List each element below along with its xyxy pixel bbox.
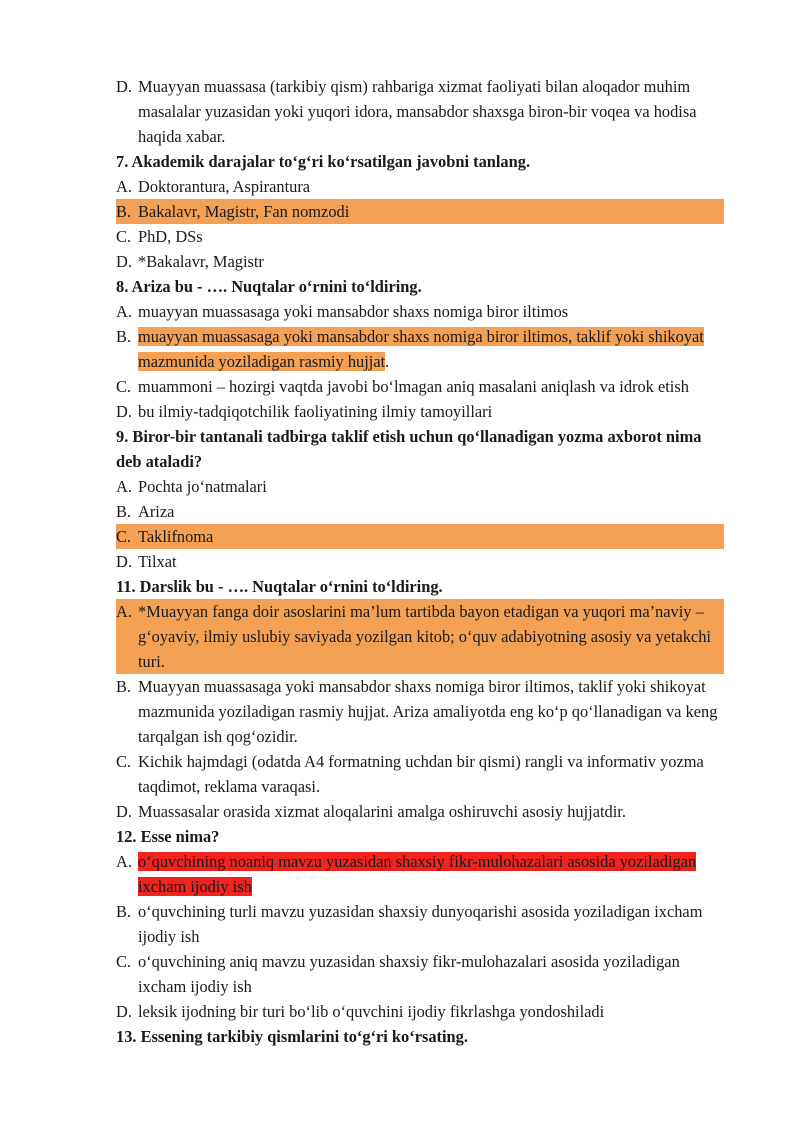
answer-option bbox=[116, 374, 724, 399]
option-text: Tilxat bbox=[138, 552, 177, 571]
option-text: muayyan muassasaga yoki mansabdor shaxs nomiga biror iltimos bbox=[138, 302, 569, 321]
answer-option bbox=[116, 199, 724, 224]
option-text: Ariza bbox=[138, 502, 175, 521]
option-text: o‘quvchining aniq mavzu yuzasidan shaxsiy fikr-mulohazalari asosida yoziladigan ixcham ijodiy ish bbox=[138, 952, 680, 996]
question-text: 11. Darslik bu - …. Nuqtalar o‘rnini to‘ldiring. bbox=[116, 577, 443, 596]
option-text: *Bakalavr, Magistr bbox=[138, 252, 264, 271]
option-text: PhD, DSs bbox=[138, 227, 203, 246]
option-letter: A. bbox=[116, 177, 132, 196]
option-text: Muayyan muassasaga yoki mansabdor shaxs nomiga biror iltimos, taklif yoki shikoyat mazmunida yoziladigan rasmiy hujjat. Ariza amaliyotda eng ko‘p qo‘llanadigan va keng tarqalgan ish qog‘ozidir. bbox=[138, 677, 718, 746]
answer-option bbox=[116, 999, 724, 1024]
option-letter: A. bbox=[116, 852, 132, 871]
question-text: 9. Biror-bir tantanali tadbirga taklif etish uchun qo‘llanadigan yozma axborot nima deb ataladi? bbox=[116, 427, 702, 471]
answer-option bbox=[116, 249, 724, 274]
answer-option bbox=[116, 224, 724, 249]
option-text: Muassasalar orasida xizmat aloqalarini amalga oshiruvchi asosiy hujjatdir. bbox=[138, 802, 626, 821]
question-text: 8. Ariza bu - …. Nuqtalar o‘rnini to‘ldiring. bbox=[116, 277, 422, 296]
option-letter: D. bbox=[116, 252, 132, 271]
option-text: *Muayyan fanga doir asoslarini ma’lum tartibda bayon etadigan va yuqori ma’naviy – g‘oyaviy, ilmiy uslubiy saviyada yozilgan kitob; o‘quv adabiyotning asosiy va yetakchi turi. bbox=[138, 602, 711, 671]
question-text: 12. Esse nima? bbox=[116, 827, 220, 846]
answer-option bbox=[116, 899, 724, 949]
answer-option bbox=[116, 299, 724, 324]
answer-option bbox=[116, 949, 724, 999]
question-text: 13. Essening tarkibiy qismlarini to‘g‘ri ko‘rsating. bbox=[116, 1027, 468, 1046]
option-text: Taklifnoma bbox=[138, 527, 214, 546]
option-text: muammoni – hozirgi vaqtda javobi bo‘lmagan aniq masalani aniqlash va idrok etish bbox=[138, 377, 689, 396]
option-text: Muayyan muassasa (tarkibiy qism) rahbariga xizmat faoliyati bilan aloqador muhim masalalar yuzasidan yoki yuqori idora, mansabdor shaxsga biron-bir voqea va hodisa haqida xabar. bbox=[138, 77, 697, 146]
answer-option bbox=[116, 849, 724, 899]
question-text: 7. Akademik darajalar to‘g‘ri ko‘rsatilgan javobni tanlang. bbox=[116, 152, 531, 171]
quiz-content bbox=[116, 74, 724, 1049]
option-letter: B. bbox=[116, 202, 132, 221]
option-letter: C. bbox=[116, 377, 132, 396]
option-text: Bakalavr, Magistr, Fan nomzodi bbox=[138, 202, 350, 221]
option-letter: C. bbox=[116, 952, 132, 971]
option-letter: B. bbox=[116, 502, 132, 521]
answer-option bbox=[116, 174, 724, 199]
answer-option bbox=[116, 324, 724, 374]
option-text: muayyan muassasaga yoki mansabdor shaxs nomiga biror iltimos, taklif yoki shikoyat mazmunida yoziladigan rasmiy hujjat bbox=[138, 327, 704, 371]
option-text: o‘quvchining turli mavzu yuzasidan shaxsiy dunyoqarishi asosida yoziladigan ixcham ijodiy ish bbox=[138, 902, 703, 946]
option-letter: B. bbox=[116, 902, 132, 921]
answer-option bbox=[116, 499, 724, 524]
option-letter: C. bbox=[116, 752, 132, 771]
option-text: Doktorantura, Aspirantura bbox=[138, 177, 311, 196]
answer-option bbox=[116, 674, 724, 749]
option-letter: C. bbox=[116, 227, 132, 246]
answer-option bbox=[116, 474, 724, 499]
option-tail: . bbox=[385, 352, 390, 371]
answer-option bbox=[116, 799, 724, 824]
option-letter: A. bbox=[116, 302, 132, 321]
option-letter: D. bbox=[116, 402, 132, 421]
answer-option bbox=[116, 524, 724, 549]
option-letter: D. bbox=[116, 77, 132, 96]
option-text: o‘quvchining noaniq mavzu yuzasidan shaxsiy fikr-mulohazalari asosida yoziladigan ixcham ijodiy ish bbox=[138, 852, 697, 896]
option-text: leksik ijodning bir turi bo‘lib o‘quvchini ijodiy fikrlashga yondoshiladi bbox=[138, 1002, 605, 1021]
option-text: Kichik hajmdagi (odatda A4 formatning uchdan bir qismi) rangli va informativ yozma taqdimot, reklama varaqasi. bbox=[138, 752, 704, 796]
option-letter: A. bbox=[116, 477, 132, 496]
answer-option bbox=[116, 399, 724, 424]
answer-option bbox=[116, 549, 724, 574]
option-letter: B. bbox=[116, 677, 132, 696]
option-letter: D. bbox=[116, 552, 132, 571]
answer-option bbox=[116, 599, 724, 674]
answer-option bbox=[116, 74, 724, 149]
option-letter: B. bbox=[116, 327, 132, 346]
option-letter: D. bbox=[116, 802, 132, 821]
option-letter: C. bbox=[116, 527, 132, 546]
option-text: bu ilmiy-tadqiqotchilik faoliyatining ilmiy tamoyillari bbox=[138, 402, 493, 421]
answer-option bbox=[116, 749, 724, 799]
option-letter: D. bbox=[116, 1002, 132, 1021]
option-letter: A. bbox=[116, 602, 132, 621]
option-text: Pochta jo‘natmalari bbox=[138, 477, 267, 496]
